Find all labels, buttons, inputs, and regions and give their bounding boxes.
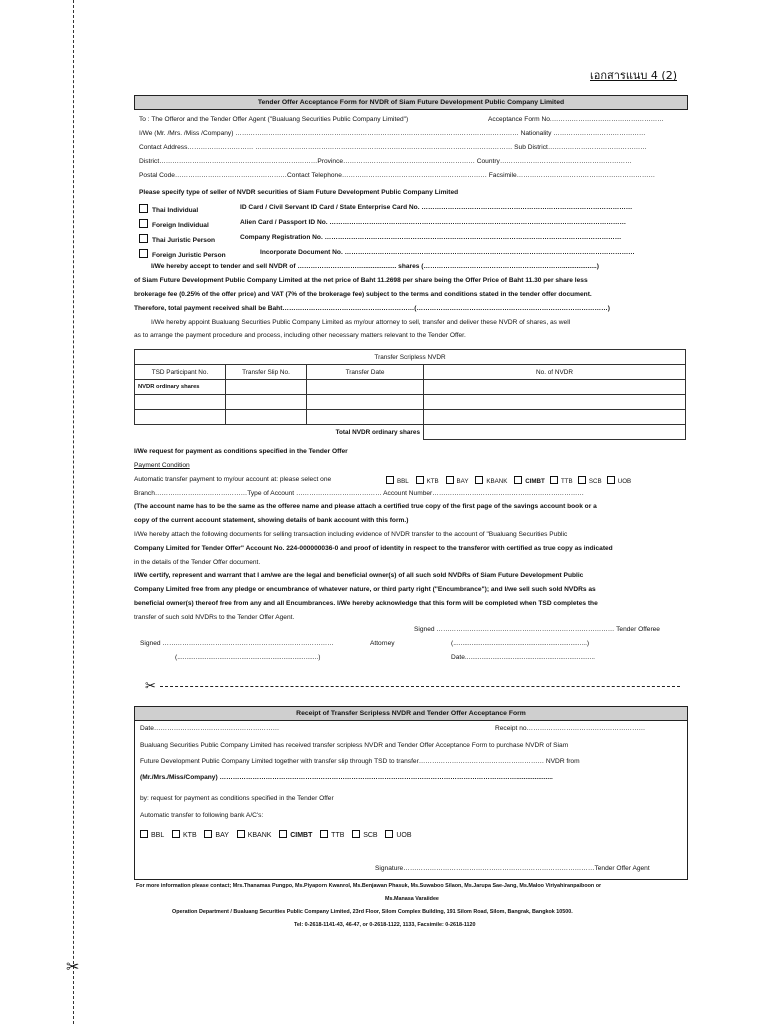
appoint-line-1: I/We hereby appoint Bualuang Securities Public Company Limited as my/our attorney to sell, transfer and deliver these NVDR of shares, as well	[151, 319, 571, 326]
left-cut-line	[73, 0, 74, 1024]
date-field[interactable]: Date.......................................................................	[451, 654, 595, 661]
bank-option-scb[interactable]: SCB	[578, 478, 602, 485]
receipt-body-1: Bualuang Securities Public Company Limited has received transfer scripless NVDR and Tender Offer Acceptance Form to purchase NVDR of Siam	[140, 742, 569, 749]
to-line: To : The Offeror and the Tender Offer Agent ("Bualuang Securities Public Company Limited")	[139, 116, 409, 123]
seller-type-thai-individual[interactable]: Thai Individual	[139, 204, 198, 215]
attorney-name-field[interactable]: (.............................................................................)	[175, 654, 321, 661]
account-note-2: copy of the current account statement, showing details of bank account with this form.)	[134, 517, 409, 524]
attach-line-2: Company Limited for Tender Offer" Account No. 224-000000036-0 and proof of identity in respect to the transferor with certified as true copy as indicated	[134, 545, 613, 552]
cut-line	[160, 686, 680, 687]
footer-contact: For more information please contact; Mrs.Thanamas Pungpo, Ms.Piyaporn Kwanrol, Ms.Benjawan Phasuk, Ms.Suwaboo Silaon, Ms.Jarupa Sae-Jang, Ms.Maloo Viriyahiranpaiboon or	[136, 883, 602, 889]
form-title: Tender Offer Acceptance Form for NVDR of Siam Future Development Public Company Limited	[134, 95, 688, 110]
bank-option-cimbt[interactable]: CIMBT	[514, 478, 545, 485]
bank-option-ttb[interactable]: TTB	[550, 478, 573, 485]
table-header: Transfer Slip No.	[226, 365, 307, 380]
certify-line-2: Company Limited free from any pledge or encumbrance of whatever nature, or third party right ("Encumbrance"); and I/we sell such sold NVDRs as	[134, 586, 596, 593]
postal-field[interactable]: Postal Code……………………………………………Contact Telephone………………………………………………………… Facsimile………………………………………………………	[139, 172, 656, 179]
total-label: Total NVDR ordinary shares	[135, 425, 424, 440]
document-reference: เอกสารแนบ 4 (2)	[590, 69, 677, 82]
seller-type-foreign-individual[interactable]: Foreign Individual	[139, 219, 209, 230]
receipt-title: Receipt of Transfer Scripless NVDR and Tender Offer Acceptance Form	[134, 706, 688, 721]
account-note-1: (The account name has to be the same as the offeree name and please attach a certified true copy of the first page of the savings account book or a	[134, 503, 597, 510]
receipt-bank-bbl[interactable]: BBL	[140, 832, 164, 839]
checkbox[interactable]	[139, 234, 148, 243]
payment-condition: Payment Condition	[134, 462, 190, 469]
seller-doc-0[interactable]: ID Card / Civil Servant ID Card / State Enterprise Card No. ……………………………………………………………………………………	[240, 204, 633, 211]
table-header: TSD Participant No.	[135, 365, 226, 380]
receipt-bank-cimbt[interactable]: CIMBT	[279, 832, 312, 839]
branch-line[interactable]: Branch……………………………………Type of Account ………………………………… Account Number……………………………………………………………	[134, 490, 584, 497]
total-value[interactable]	[424, 425, 686, 440]
auto-transfer-label: Automatic transfer payment to my/our account at: please select one	[134, 476, 332, 483]
bank-option-bbl[interactable]: BBL	[386, 478, 409, 485]
scissors-icon: ✂	[145, 678, 156, 693]
checkbox[interactable]	[139, 219, 148, 228]
attorney-signature[interactable]: Signed ……………………………………………………………………	[140, 640, 334, 647]
table-caption: Transfer Scripless NVDR	[135, 350, 686, 365]
seller-doc-3[interactable]: Incorporate Document No. ……………………………………………………………………………………………………………………	[260, 249, 635, 256]
attach-line-3: in the details of the Tender Offer document.	[134, 559, 261, 566]
appoint-line-2: as to arrange the payment procedure and process, including other necessary matters relevant to the Tender Offer.	[134, 332, 466, 339]
bank-option-ktb[interactable]: KTB	[416, 478, 439, 485]
receipt-auto-line: Automatic transfer to following bank A/C's:	[140, 812, 264, 819]
agent-signature[interactable]: Signature……………………………………………………………………………Tender Offer Agent	[375, 865, 650, 872]
certify-line-3: beneficial owner(s) thereof free from any and all Encumbrances. I/We hereby acknowledge that this form will be completed when TSD completes the	[134, 600, 598, 607]
table-row[interactable]	[135, 395, 686, 410]
scissors-icon: ✂	[66, 959, 80, 976]
accept-line-2: of Siam Future Development Public Company Limited at the net price of Baht 11.2698 per share being the Offer Price of Baht 11.30 per share less	[134, 277, 588, 284]
receipt-bank-bay[interactable]: BAY	[204, 832, 229, 839]
receipt-bank-kbank[interactable]: KBANK	[237, 832, 272, 839]
receipt-body-2[interactable]: Future Development Public Company Limited together with transfer slip through TSD to transfer………………………………………………… NVDR from	[140, 758, 580, 765]
receipt-bank-ktb[interactable]: KTB	[172, 832, 197, 839]
receipt-by-line: by: request for payment as conditions specified in the Tender Offer	[140, 795, 334, 802]
seller-type-heading: Please specify type of seller of NVDR securities of Siam Future Development Public Company Limited	[139, 189, 459, 196]
district-field[interactable]: District………………………………………………………………Province…………………………………………………… Country……………………………………………………	[139, 158, 632, 165]
footer-contact-2: Ms.Manasa Varaiidee	[385, 896, 439, 902]
offeree-name-field[interactable]: (.........................................................................)	[451, 640, 590, 647]
accept-line-4[interactable]: Therefore, total payment received shall be Baht……………………………………………………(……………………………………………………………………………)	[134, 305, 610, 312]
payment-heading: I/We request for payment as conditions specified in the Tender Offer	[134, 448, 348, 455]
seller-type-thai-juristic[interactable]: Thai Juristic Person	[139, 234, 215, 245]
seller-doc-1[interactable]: Alien Card / Passport ID No. ………………………………………………………………………………………………………………………	[240, 219, 627, 226]
contact-address-field[interactable]: Contact Address………………………… ……………………………………………………………………………………………………… Sub District………………………………………	[139, 144, 647, 151]
receipt-bank-ttb[interactable]: TTB	[320, 832, 344, 839]
offeree-signature[interactable]: Signed ……………………………………………………………………… Tender Offeree	[414, 626, 660, 633]
receipt-number[interactable]: Receipt no………………………………………………	[495, 725, 646, 732]
attach-line-1: I/We hereby attach the following documents for selling transaction including evidence of NVDR transfer to the account of "Bualuang Securities Public	[134, 531, 568, 538]
receipt-date[interactable]: Date…………………………………………………	[140, 725, 280, 732]
footer-address: Operation Department / Bualuang Securities Public Company Limited, 23rd Floor, Silom Complex Building, 191 Silom Road, Silom, Bangrak, Bangkok 10500.	[172, 909, 573, 915]
table-row[interactable]	[135, 410, 686, 425]
checkbox[interactable]	[139, 204, 148, 213]
acceptance-no[interactable]: Acceptance Form No.……………………………………………	[488, 116, 664, 123]
checkbox[interactable]	[139, 249, 148, 258]
table-header: Transfer Date	[307, 365, 424, 380]
receipt-from-field[interactable]: (Mr./Mrs./Miss/Company) ………………………………………………………………………………………………………………………....................	[140, 774, 553, 781]
bank-option-uob[interactable]: UOB	[607, 478, 631, 485]
receipt-bank-uob[interactable]: UOB	[385, 832, 411, 839]
receipt-bank-options	[140, 830, 412, 839]
bank-option-kbank[interactable]: KBANK	[475, 478, 507, 485]
receipt-bank-scb[interactable]: SCB	[352, 832, 377, 839]
name-field[interactable]: I/We (Mr. /Mrs. /Miss /Company) ………………………………………………………………………………………………………………… Nationality ……………………………………	[139, 130, 646, 137]
table-row[interactable]: NVDR ordinary shares	[135, 380, 686, 395]
table-header: No. of NVDR	[424, 365, 686, 380]
seller-doc-2[interactable]: Company Registration No. ………………………………………………………………………………………………………………………	[240, 234, 622, 241]
footer-phone: Tel: 0-2618-1141-43, 46-47, or 0-2618-1122, 1133, Facsimile: 0-2618-1120	[294, 922, 476, 928]
accept-line-1[interactable]: I/We hereby accept to tender and sell NVDR of ………………………….................. shares (………………………………………………………...................)	[151, 263, 599, 270]
bank-options	[386, 476, 631, 485]
accept-line-3: brokerage fee (0.25% of the offer price) and VAT (7% of the brokerage fee) subject to the terms and conditions stated in the tender offer document.	[134, 291, 592, 298]
certify-line-4: transfer of such sold NVDRs to the Tender Offer Agent.	[134, 614, 295, 621]
seller-type-foreign-juristic[interactable]: Foreign Juristic Person	[139, 249, 226, 260]
attorney-label: Attorney	[370, 640, 395, 647]
bank-option-bay[interactable]: BAY	[446, 478, 469, 485]
certify-line-1: I/We certify, represent and warrant that I am/we are the legal and beneficial owner(s) of all such sold NVDRs of Siam Future Development Public	[134, 572, 584, 579]
transfer-table	[134, 349, 686, 440]
